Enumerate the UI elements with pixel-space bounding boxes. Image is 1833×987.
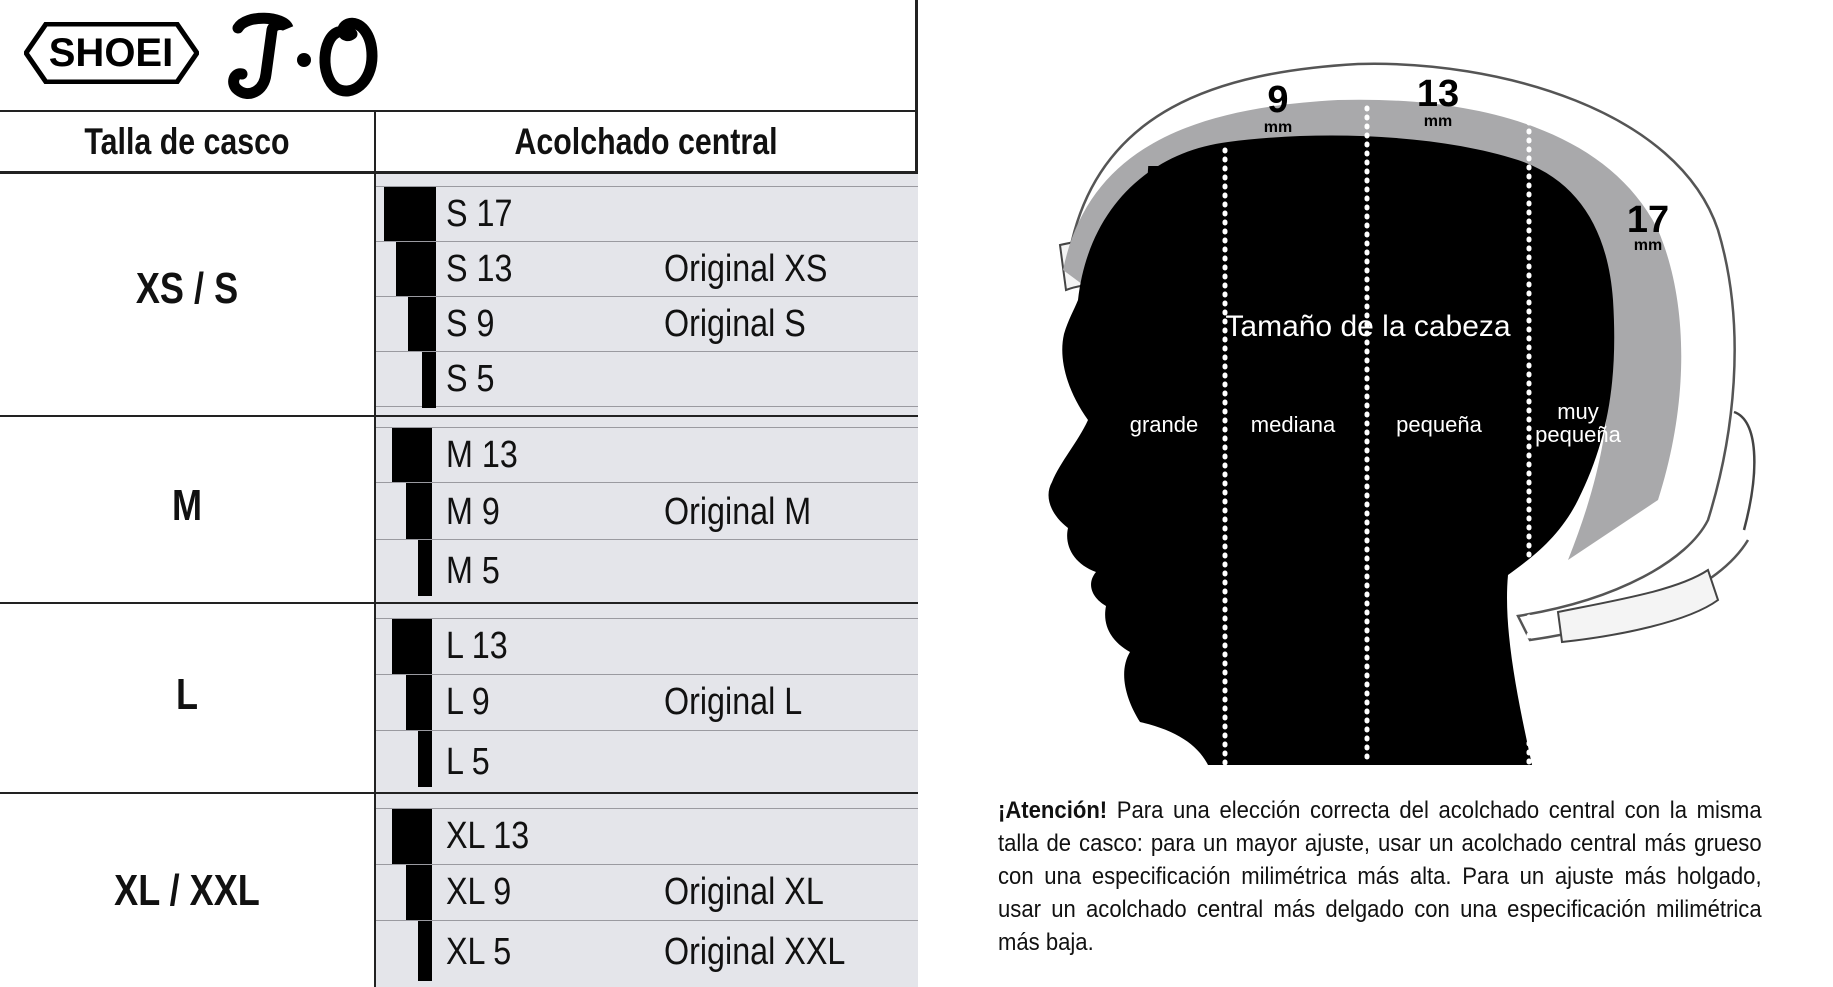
thickness-value: 9 (1267, 79, 1289, 121)
pad-label: L 5 (446, 741, 490, 783)
head-size-title: Tamaño de la cabeza (1225, 310, 1511, 343)
thickness-unit: mm (1423, 113, 1453, 130)
table-row (376, 730, 918, 792)
header-center-pad: Acolchado central (514, 121, 778, 162)
pad-thickness-bar (392, 428, 432, 483)
pad-label: S 17 (446, 193, 513, 235)
pad-label: XL 9 (446, 871, 512, 913)
pad-label: L 13 (446, 625, 508, 667)
pad-thickness-bar (406, 483, 432, 540)
shoei-logo (24, 22, 199, 84)
pad-label: L 9 (446, 681, 490, 723)
table-header (0, 112, 918, 174)
pad-thickness-bar (406, 865, 432, 921)
group-label: M (171, 481, 203, 530)
fit-diagram-panel (918, 0, 1833, 987)
group-label: XS / S (135, 264, 239, 313)
thickness-value: 17 (1626, 199, 1670, 241)
pad-note: Original S (664, 303, 806, 345)
zone-label-very: muy (1557, 399, 1599, 424)
pad-label: M 5 (446, 550, 500, 592)
thickness-unit: mm (1633, 237, 1663, 254)
size-group-m (0, 417, 918, 604)
thickness-unit: mm (1263, 119, 1293, 136)
pad-thickness-bar (418, 921, 432, 981)
pad-label: S 5 (446, 358, 495, 400)
column-divider (374, 112, 376, 987)
table-row (376, 674, 918, 730)
table-row (376, 618, 918, 674)
pad-note: Original XXL (664, 931, 846, 973)
table-row (376, 808, 918, 864)
pad-label: S 13 (446, 248, 513, 290)
pad-thickness-bar (422, 352, 436, 408)
table-row (376, 864, 918, 920)
pad-thickness-bar (396, 242, 436, 297)
table-row (376, 539, 918, 602)
pad-note: Original XS (664, 248, 828, 290)
table-row (376, 351, 918, 407)
rear-strap (1734, 412, 1754, 530)
pad-thickness-bar (408, 297, 436, 352)
pad-thickness-bar (406, 675, 432, 731)
shoei-logo-text: SHOEI (48, 31, 174, 75)
table-row (376, 241, 918, 296)
attention-notice (998, 794, 1763, 959)
pad-label: M 13 (446, 434, 518, 476)
table-row (376, 186, 918, 241)
size-group-xs-s (0, 174, 918, 417)
thickness-value: 13 (1416, 73, 1460, 115)
zone-label-medium: mediana (1250, 412, 1336, 437)
group-label: L (175, 670, 199, 719)
pad-note: Original XL (664, 871, 824, 913)
pad-note: Original L (664, 681, 803, 723)
head-helmet-diagram (918, 0, 1833, 790)
table-row (376, 427, 918, 482)
pad-rows (376, 604, 918, 792)
pad-rows (376, 417, 918, 602)
size-group-l (0, 604, 918, 794)
jo-logo (226, 10, 396, 102)
pad-label: S 9 (446, 303, 495, 345)
thickness-value: 5 (1145, 159, 1167, 201)
pad-label: M 9 (446, 491, 500, 533)
pad-rows (376, 174, 918, 415)
pad-thickness-bar (392, 809, 432, 865)
attention-text: Para una elección correcta del acolchado central con la misma talla de casco: para un mayor ajuste, usar un acolchado central más grueso con una especificación milimétrica más alta. Para un ajuste más holgado, usar un acolchado central más delgado con una especificación milimétrica más baja. (998, 797, 1762, 956)
zone-label-small: pequeña (1396, 412, 1482, 437)
attention-lead: ¡Atención! (998, 797, 1108, 824)
pad-label: XL 5 (446, 931, 512, 973)
pad-thickness-bar (384, 187, 436, 242)
pad-note: Original M (664, 491, 812, 533)
pad-thickness-bar (418, 540, 432, 596)
thickness-unit: mm (1141, 199, 1171, 216)
pad-thickness-bar (418, 731, 432, 787)
jo-logo-text: J·O (226, 10, 228, 11)
table-row (376, 296, 918, 351)
pad-rows (376, 794, 918, 987)
header-helmet-size: Talla de casco (84, 121, 290, 162)
zone-label-large: grande (1129, 412, 1199, 437)
pad-thickness-bar (392, 619, 432, 675)
size-group-xl-xxl (0, 794, 918, 987)
logo-bar (0, 0, 918, 112)
table-row (376, 920, 918, 987)
table-row (376, 482, 918, 539)
pad-label: XL 13 (446, 815, 530, 857)
zone-label-very-small: pequeña (1535, 422, 1621, 447)
group-label: XL / XXL (114, 866, 260, 915)
